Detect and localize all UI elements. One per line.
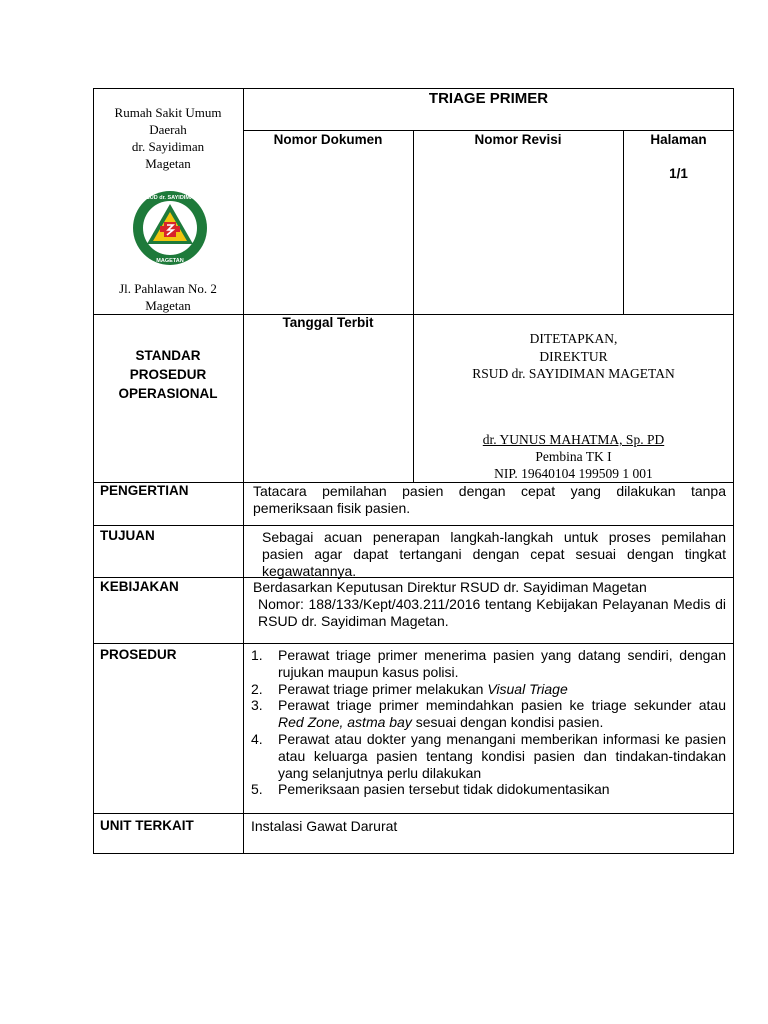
list-item-number: 4.: [251, 730, 263, 747]
halaman-value: 1/1: [669, 166, 688, 181]
signer-name: dr. YUNUS MAHATMA, Sp. PD: [482, 432, 665, 447]
title-divider: [243, 130, 734, 131]
halaman-label: Halaman: [650, 132, 707, 147]
sop-label-line: PROSEDUR: [129, 367, 207, 382]
list-item-italic: Visual Triage: [487, 680, 568, 697]
kebijakan-line1: Berdasarkan Keputusan Direktur RSUD dr. Sayidiman Magetan: [253, 579, 647, 595]
tujuan-label: TUJUAN: [100, 528, 155, 543]
hospital-name-line: Magetan: [145, 156, 191, 171]
hospital-logo: [131, 190, 209, 266]
list-item-text: Perawat triage primer menerima pasien yang datang sendiri, dengan rujukan maupun kasus polisi.: [278, 647, 726, 680]
list-item-number: 5.: [251, 781, 263, 798]
pengertian-text: Tatacara pemilahan pasien dengan cepat yang dilakukan tanpa pemeriksaan fisik pasien.: [253, 483, 726, 516]
hospital-name-line: Daerah: [149, 122, 187, 137]
unit-terkait-text: Instalasi Gawat Darurat: [251, 818, 398, 834]
prosedur-list: [251, 647, 726, 798]
sop-document: [93, 88, 734, 854]
row-divider-kebijakan: [93, 643, 734, 644]
logo-text-top: RSUD dr. SAYIDIMAN: [142, 195, 198, 201]
list-item: [251, 781, 726, 798]
hospital-name-line: Rumah Sakit Umum: [114, 105, 222, 120]
approval-block: [413, 330, 734, 383]
nomor-revisi-label: Nomor Revisi: [474, 132, 562, 147]
row-divider-pengertian: [93, 525, 734, 526]
ditetapkan-text: DITETAPKAN,: [529, 331, 618, 346]
tanggal-terbit-label: Tanggal Terbit: [282, 315, 374, 330]
kebijakan-text: [253, 579, 726, 629]
list-item-number: 3.: [251, 697, 263, 714]
list-item-text: Perawat triage primer melakukan: [278, 680, 488, 697]
list-item-number: 2.: [251, 680, 263, 697]
sop-label-line: STANDAR: [135, 348, 201, 363]
sop-label-line: OPERASIONAL: [118, 386, 218, 401]
hospital-address-line: Jl. Pahlawan No. 2: [119, 281, 217, 296]
tujuan-text: Sebagai acuan penerapan langkah-langkah untuk proses pemilahan pasien agar dapat tertangani dengan cepat sesuai dengan tingkat kegawatannya.: [262, 529, 726, 579]
kebijakan-line2: Nomor: 188/133/Kept/403.211/2016 tentang Kebijakan Pelayanan Medis di RSUD dr. Sayidiman Magetan.: [258, 595, 726, 629]
revisi-column-divider: [413, 130, 414, 482]
list-item-text: sesuai dengan kondisi pasien.: [411, 714, 604, 731]
halaman-column-divider: [623, 130, 624, 314]
signer-nip: NIP. 19640104 199509 1 001: [494, 466, 653, 481]
nomor-dokumen-label: Nomor Dokumen: [273, 132, 383, 147]
unit-terkait-label: UNIT TERKAIT: [100, 818, 194, 833]
list-item: [251, 681, 726, 698]
hospital-address-line: Magetan: [145, 298, 191, 313]
list-item-number: 1.: [251, 647, 263, 663]
logo-text-bottom: MAGETAN: [156, 258, 184, 264]
direktur-text: DIREKTUR: [539, 348, 608, 364]
signer-block: [413, 431, 734, 482]
list-item: [251, 647, 726, 681]
row-divider-prosedur: [93, 813, 734, 814]
list-item: [251, 731, 726, 781]
signer-rank: Pembina TK I: [535, 449, 612, 464]
left-column-divider: [243, 88, 244, 854]
prosedur-label: PROSEDUR: [100, 647, 177, 662]
document-title: TRIAGE PRIMER: [428, 90, 549, 107]
hospital-address: [93, 280, 243, 314]
list-item-text: Perawat triage primer memindahkan pasien ke triage sekunder atau: [278, 697, 726, 714]
list-item-text: Perawat atau dokter yang menangani memberikan informasi ke pasien atau keluarga pasien tentang kondisi pasien dan tindakan-tindakan yang selanjutnya perlu dilakukan: [278, 730, 726, 781]
hospital-name-line: dr. Sayidiman: [131, 139, 205, 154]
hospital-name: [93, 104, 243, 172]
list-item-italic: Red Zone, astma bay: [278, 714, 412, 731]
rsud-text: RSUD dr. SAYIDIMAN MAGETAN: [472, 366, 675, 381]
list-item-text: Pemeriksaan pasien tersebut tidak didokumentasikan: [278, 781, 610, 798]
pengertian-label: PENGERTIAN: [100, 483, 189, 498]
kebijakan-label: KEBIJAKAN: [100, 579, 179, 594]
list-item: [251, 697, 726, 731]
sop-label: [93, 346, 243, 403]
